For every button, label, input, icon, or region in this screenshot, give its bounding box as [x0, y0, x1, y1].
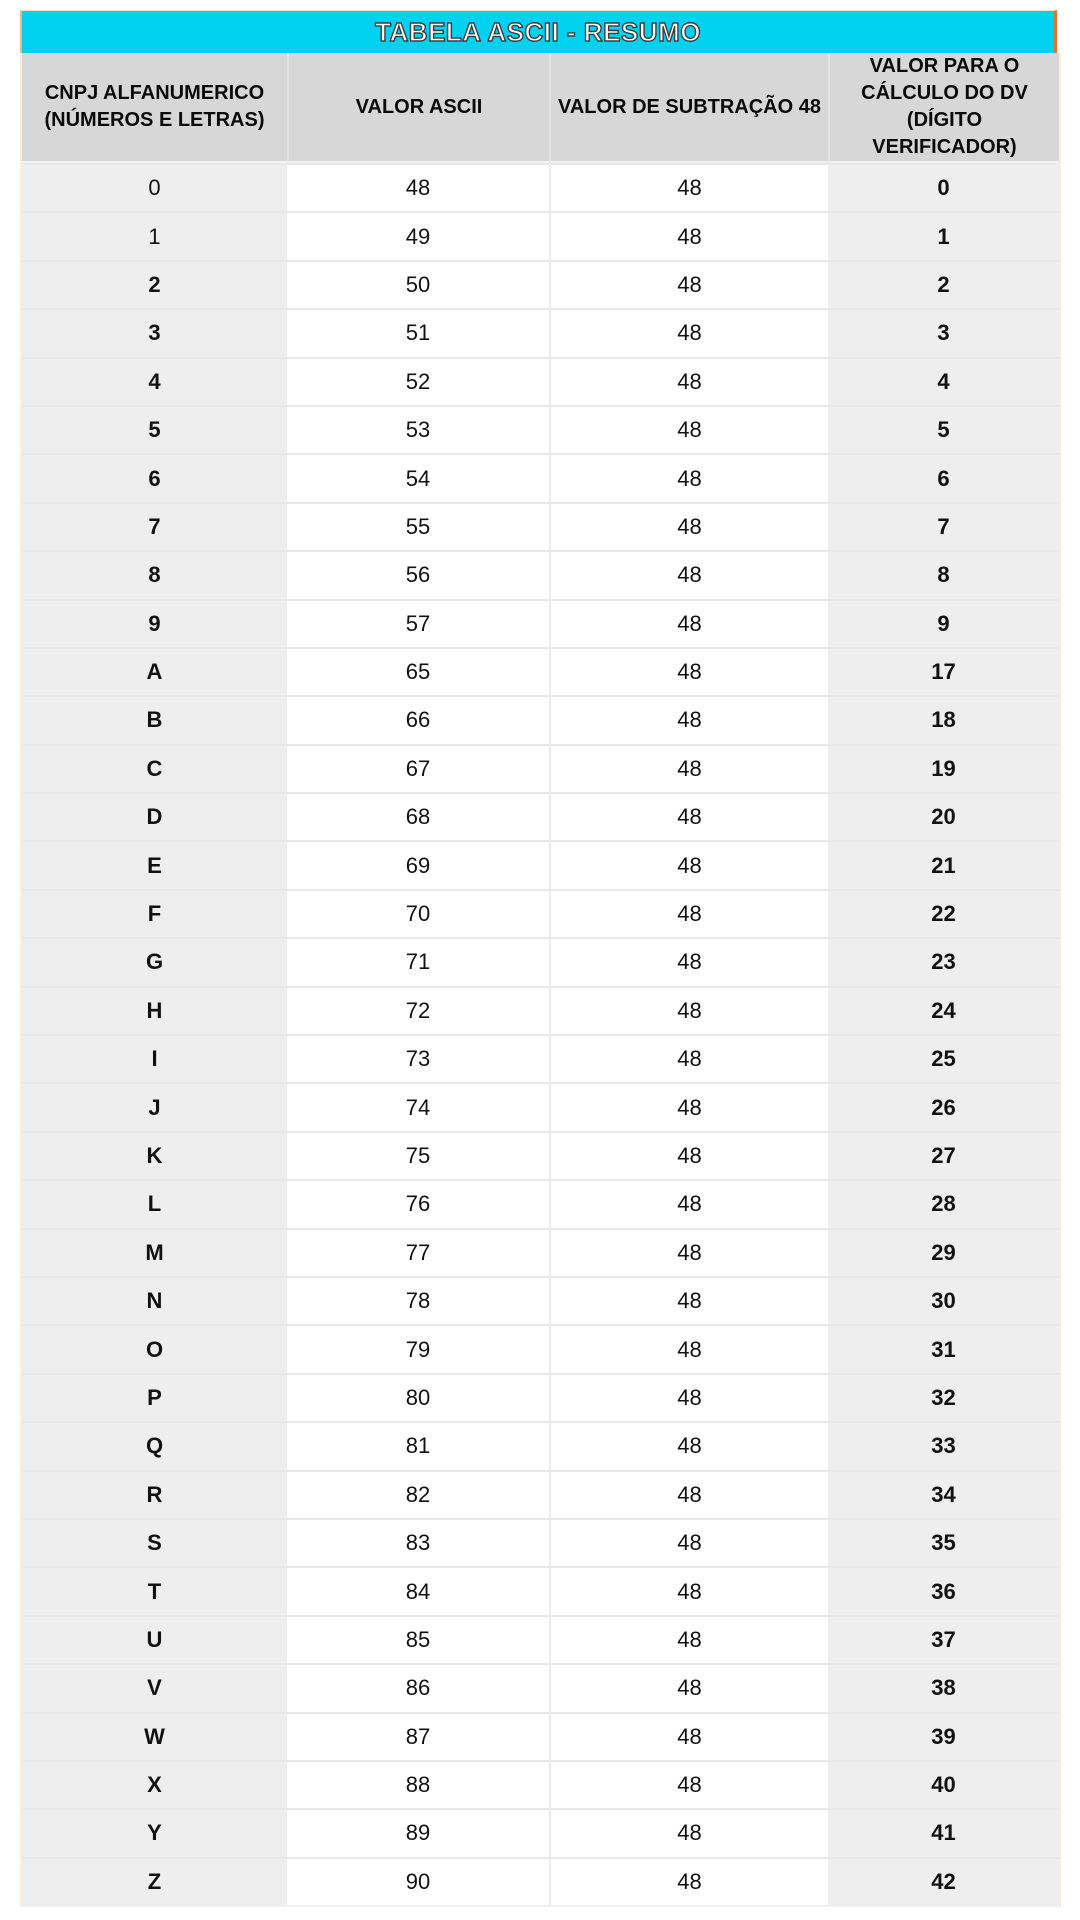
- sub-cell: 48: [549, 550, 828, 598]
- table-row: [22, 1373, 1059, 1421]
- table-row: [22, 357, 1059, 405]
- table-row: [22, 1034, 1059, 1082]
- table-row: [22, 1131, 1059, 1179]
- table-row: [22, 744, 1059, 792]
- table-row: [22, 260, 1059, 308]
- dv-cell: 23: [828, 937, 1059, 985]
- ascii-cell: 72: [287, 986, 549, 1034]
- char-cell: 8: [22, 550, 287, 598]
- dv-cell: 4: [828, 357, 1059, 405]
- ascii-cell: 84: [287, 1566, 549, 1614]
- sub-cell: 48: [549, 1131, 828, 1179]
- char-cell: D: [22, 792, 287, 840]
- ascii-cell: 75: [287, 1131, 549, 1179]
- ascii-table-body: [22, 163, 1059, 1905]
- table-row: [22, 647, 1059, 695]
- sub-cell: 48: [549, 211, 828, 259]
- dv-cell: 9: [828, 599, 1059, 647]
- ascii-cell: 67: [287, 744, 549, 792]
- char-cell: 4: [22, 357, 287, 405]
- col-header-valor-subtracao: VALOR DE SUBTRAÇÃO 48: [549, 53, 828, 163]
- ascii-cell: 79: [287, 1324, 549, 1372]
- dv-cell: 24: [828, 986, 1059, 1034]
- sub-cell: 48: [549, 1324, 828, 1372]
- col-header-cnpj-alfanumerico: CNPJ ALFANUMERICO (NÚMEROS E LETRAS): [22, 53, 287, 163]
- char-cell: Z: [22, 1857, 287, 1905]
- char-cell: T: [22, 1566, 287, 1614]
- dv-cell: 20: [828, 792, 1059, 840]
- char-cell: G: [22, 937, 287, 985]
- ascii-cell: 48: [287, 163, 549, 211]
- dv-cell: 33: [828, 1421, 1059, 1469]
- ascii-cell: 77: [287, 1228, 549, 1276]
- dv-cell: 26: [828, 1082, 1059, 1130]
- dv-cell: 21: [828, 840, 1059, 888]
- sub-cell: 48: [549, 1228, 828, 1276]
- dv-cell: 30: [828, 1276, 1059, 1324]
- char-cell: 7: [22, 502, 287, 550]
- dv-cell: 29: [828, 1228, 1059, 1276]
- sub-cell: 48: [549, 1615, 828, 1663]
- ascii-cell: 54: [287, 453, 549, 501]
- sub-cell: 48: [549, 1082, 828, 1130]
- sub-cell: 48: [549, 1470, 828, 1518]
- sub-cell: 48: [549, 744, 828, 792]
- sub-cell: 48: [549, 502, 828, 550]
- table-row: [22, 211, 1059, 259]
- table-row: [22, 1615, 1059, 1663]
- dv-cell: 35: [828, 1518, 1059, 1566]
- table-row: [22, 405, 1059, 453]
- col-header-valor-dv: VALOR PARA O CÁLCULO DO DV (DÍGITO VERIFICADOR): [828, 53, 1059, 163]
- table-row: [22, 163, 1059, 211]
- dv-cell: 7: [828, 502, 1059, 550]
- sub-cell: 48: [549, 599, 828, 647]
- ascii-cell: 56: [287, 550, 549, 598]
- table-row: [22, 1228, 1059, 1276]
- sub-cell: 48: [549, 647, 828, 695]
- ascii-cell: 80: [287, 1373, 549, 1421]
- char-cell: W: [22, 1712, 287, 1760]
- table-title-bar: [20, 10, 1057, 53]
- ascii-cell: 82: [287, 1470, 549, 1518]
- char-cell: C: [22, 744, 287, 792]
- char-cell: L: [22, 1179, 287, 1227]
- table-row: [22, 695, 1059, 743]
- table-row: [22, 792, 1059, 840]
- sub-cell: 48: [549, 1566, 828, 1614]
- table-row: [22, 1276, 1059, 1324]
- char-cell: X: [22, 1760, 287, 1808]
- ascii-cell: 81: [287, 1421, 549, 1469]
- table-row: [22, 1518, 1059, 1566]
- char-cell: 2: [22, 260, 287, 308]
- dv-cell: 34: [828, 1470, 1059, 1518]
- char-cell: Q: [22, 1421, 287, 1469]
- dv-cell: 8: [828, 550, 1059, 598]
- char-cell: N: [22, 1276, 287, 1324]
- sub-cell: 48: [549, 1373, 828, 1421]
- dv-cell: 41: [828, 1808, 1059, 1856]
- sub-cell: 48: [549, 1421, 828, 1469]
- ascii-cell: 89: [287, 1808, 549, 1856]
- ascii-cell: 55: [287, 502, 549, 550]
- sub-cell: 48: [549, 308, 828, 356]
- ascii-cell: 49: [287, 211, 549, 259]
- table-row: [22, 840, 1059, 888]
- char-cell: F: [22, 889, 287, 937]
- dv-cell: 19: [828, 744, 1059, 792]
- sub-cell: 48: [549, 840, 828, 888]
- table-row: [22, 1421, 1059, 1469]
- ascii-cell: 76: [287, 1179, 549, 1227]
- ascii-cell: 50: [287, 260, 549, 308]
- dv-cell: 17: [828, 647, 1059, 695]
- table-row: [22, 1712, 1059, 1760]
- dv-cell: 31: [828, 1324, 1059, 1372]
- dv-cell: 3: [828, 308, 1059, 356]
- sub-cell: 48: [549, 1712, 828, 1760]
- dv-cell: 2: [828, 260, 1059, 308]
- ascii-cell: 70: [287, 889, 549, 937]
- dv-cell: 32: [828, 1373, 1059, 1421]
- sub-cell: 48: [549, 1808, 828, 1856]
- ascii-cell: 52: [287, 357, 549, 405]
- sub-cell: 48: [549, 453, 828, 501]
- table-row: [22, 1179, 1059, 1227]
- sub-cell: 48: [549, 889, 828, 937]
- ascii-cell: 68: [287, 792, 549, 840]
- table-row: [22, 889, 1059, 937]
- ascii-cell: 85: [287, 1615, 549, 1663]
- table-title: TABELA ASCII - RESUMO: [375, 16, 701, 47]
- char-cell: K: [22, 1131, 287, 1179]
- char-cell: I: [22, 1034, 287, 1082]
- dv-cell: 42: [828, 1857, 1059, 1905]
- table-row: [22, 453, 1059, 501]
- char-cell: 6: [22, 453, 287, 501]
- sub-cell: 48: [549, 1034, 828, 1082]
- char-cell: U: [22, 1615, 287, 1663]
- ascii-cell: 51: [287, 308, 549, 356]
- ascii-cell: 65: [287, 647, 549, 695]
- ascii-cell: 87: [287, 1712, 549, 1760]
- sub-cell: 48: [549, 357, 828, 405]
- ascii-cell: 66: [287, 695, 549, 743]
- sub-cell: 48: [549, 163, 828, 211]
- ascii-cell: 71: [287, 937, 549, 985]
- char-cell: H: [22, 986, 287, 1034]
- table-row: [22, 308, 1059, 356]
- table-row: [22, 1324, 1059, 1372]
- dv-cell: 27: [828, 1131, 1059, 1179]
- sub-cell: 48: [549, 1857, 828, 1905]
- table-row: [22, 1663, 1059, 1711]
- ascii-summary-table: [20, 10, 1057, 1907]
- ascii-cell: 78: [287, 1276, 549, 1324]
- ascii-cell: 74: [287, 1082, 549, 1130]
- table-row: [22, 1760, 1059, 1808]
- dv-cell: 18: [828, 695, 1059, 743]
- table-row: [22, 1470, 1059, 1518]
- dv-cell: 36: [828, 1566, 1059, 1614]
- ascii-cell: 57: [287, 599, 549, 647]
- ascii-cell: 90: [287, 1857, 549, 1905]
- char-cell: B: [22, 695, 287, 743]
- sub-cell: 48: [549, 405, 828, 453]
- sub-cell: 48: [549, 1760, 828, 1808]
- char-cell: P: [22, 1373, 287, 1421]
- char-cell: Y: [22, 1808, 287, 1856]
- ascii-cell: 53: [287, 405, 549, 453]
- table-row: [22, 1857, 1059, 1905]
- char-cell: 3: [22, 308, 287, 356]
- table-row: [22, 550, 1059, 598]
- table-row: [22, 937, 1059, 985]
- char-cell: M: [22, 1228, 287, 1276]
- char-cell: V: [22, 1663, 287, 1711]
- sub-cell: 48: [549, 1663, 828, 1711]
- dv-cell: 0: [828, 163, 1059, 211]
- col-header-valor-ascii: VALOR ASCII: [287, 53, 549, 163]
- ascii-cell: 69: [287, 840, 549, 888]
- table-row: [22, 502, 1059, 550]
- dv-cell: 1: [828, 211, 1059, 259]
- dv-cell: 28: [828, 1179, 1059, 1227]
- char-cell: S: [22, 1518, 287, 1566]
- sub-cell: 48: [549, 1179, 828, 1227]
- ascii-table: [20, 53, 1061, 1907]
- table-row: [22, 1082, 1059, 1130]
- ascii-cell: 86: [287, 1663, 549, 1711]
- sub-cell: 48: [549, 792, 828, 840]
- char-cell: E: [22, 840, 287, 888]
- dv-cell: 40: [828, 1760, 1059, 1808]
- dv-cell: 5: [828, 405, 1059, 453]
- sub-cell: 48: [549, 986, 828, 1034]
- table-row: [22, 1808, 1059, 1856]
- sub-cell: 48: [549, 937, 828, 985]
- dv-cell: 39: [828, 1712, 1059, 1760]
- dv-cell: 37: [828, 1615, 1059, 1663]
- char-cell: A: [22, 647, 287, 695]
- char-cell: J: [22, 1082, 287, 1130]
- dv-cell: 25: [828, 1034, 1059, 1082]
- dv-cell: 6: [828, 453, 1059, 501]
- sub-cell: 48: [549, 1518, 828, 1566]
- sub-cell: 48: [549, 1276, 828, 1324]
- dv-cell: 22: [828, 889, 1059, 937]
- table-row: [22, 599, 1059, 647]
- char-cell: 9: [22, 599, 287, 647]
- ascii-cell: 83: [287, 1518, 549, 1566]
- ascii-cell: 88: [287, 1760, 549, 1808]
- table-header-row: [22, 53, 1059, 163]
- char-cell: R: [22, 1470, 287, 1518]
- dv-cell: 38: [828, 1663, 1059, 1711]
- table-row: [22, 986, 1059, 1034]
- sub-cell: 48: [549, 695, 828, 743]
- table-row: [22, 1566, 1059, 1614]
- char-cell: O: [22, 1324, 287, 1372]
- ascii-cell: 73: [287, 1034, 549, 1082]
- char-cell: 5: [22, 405, 287, 453]
- char-cell: 1: [22, 211, 287, 259]
- sub-cell: 48: [549, 260, 828, 308]
- char-cell: 0: [22, 163, 287, 211]
